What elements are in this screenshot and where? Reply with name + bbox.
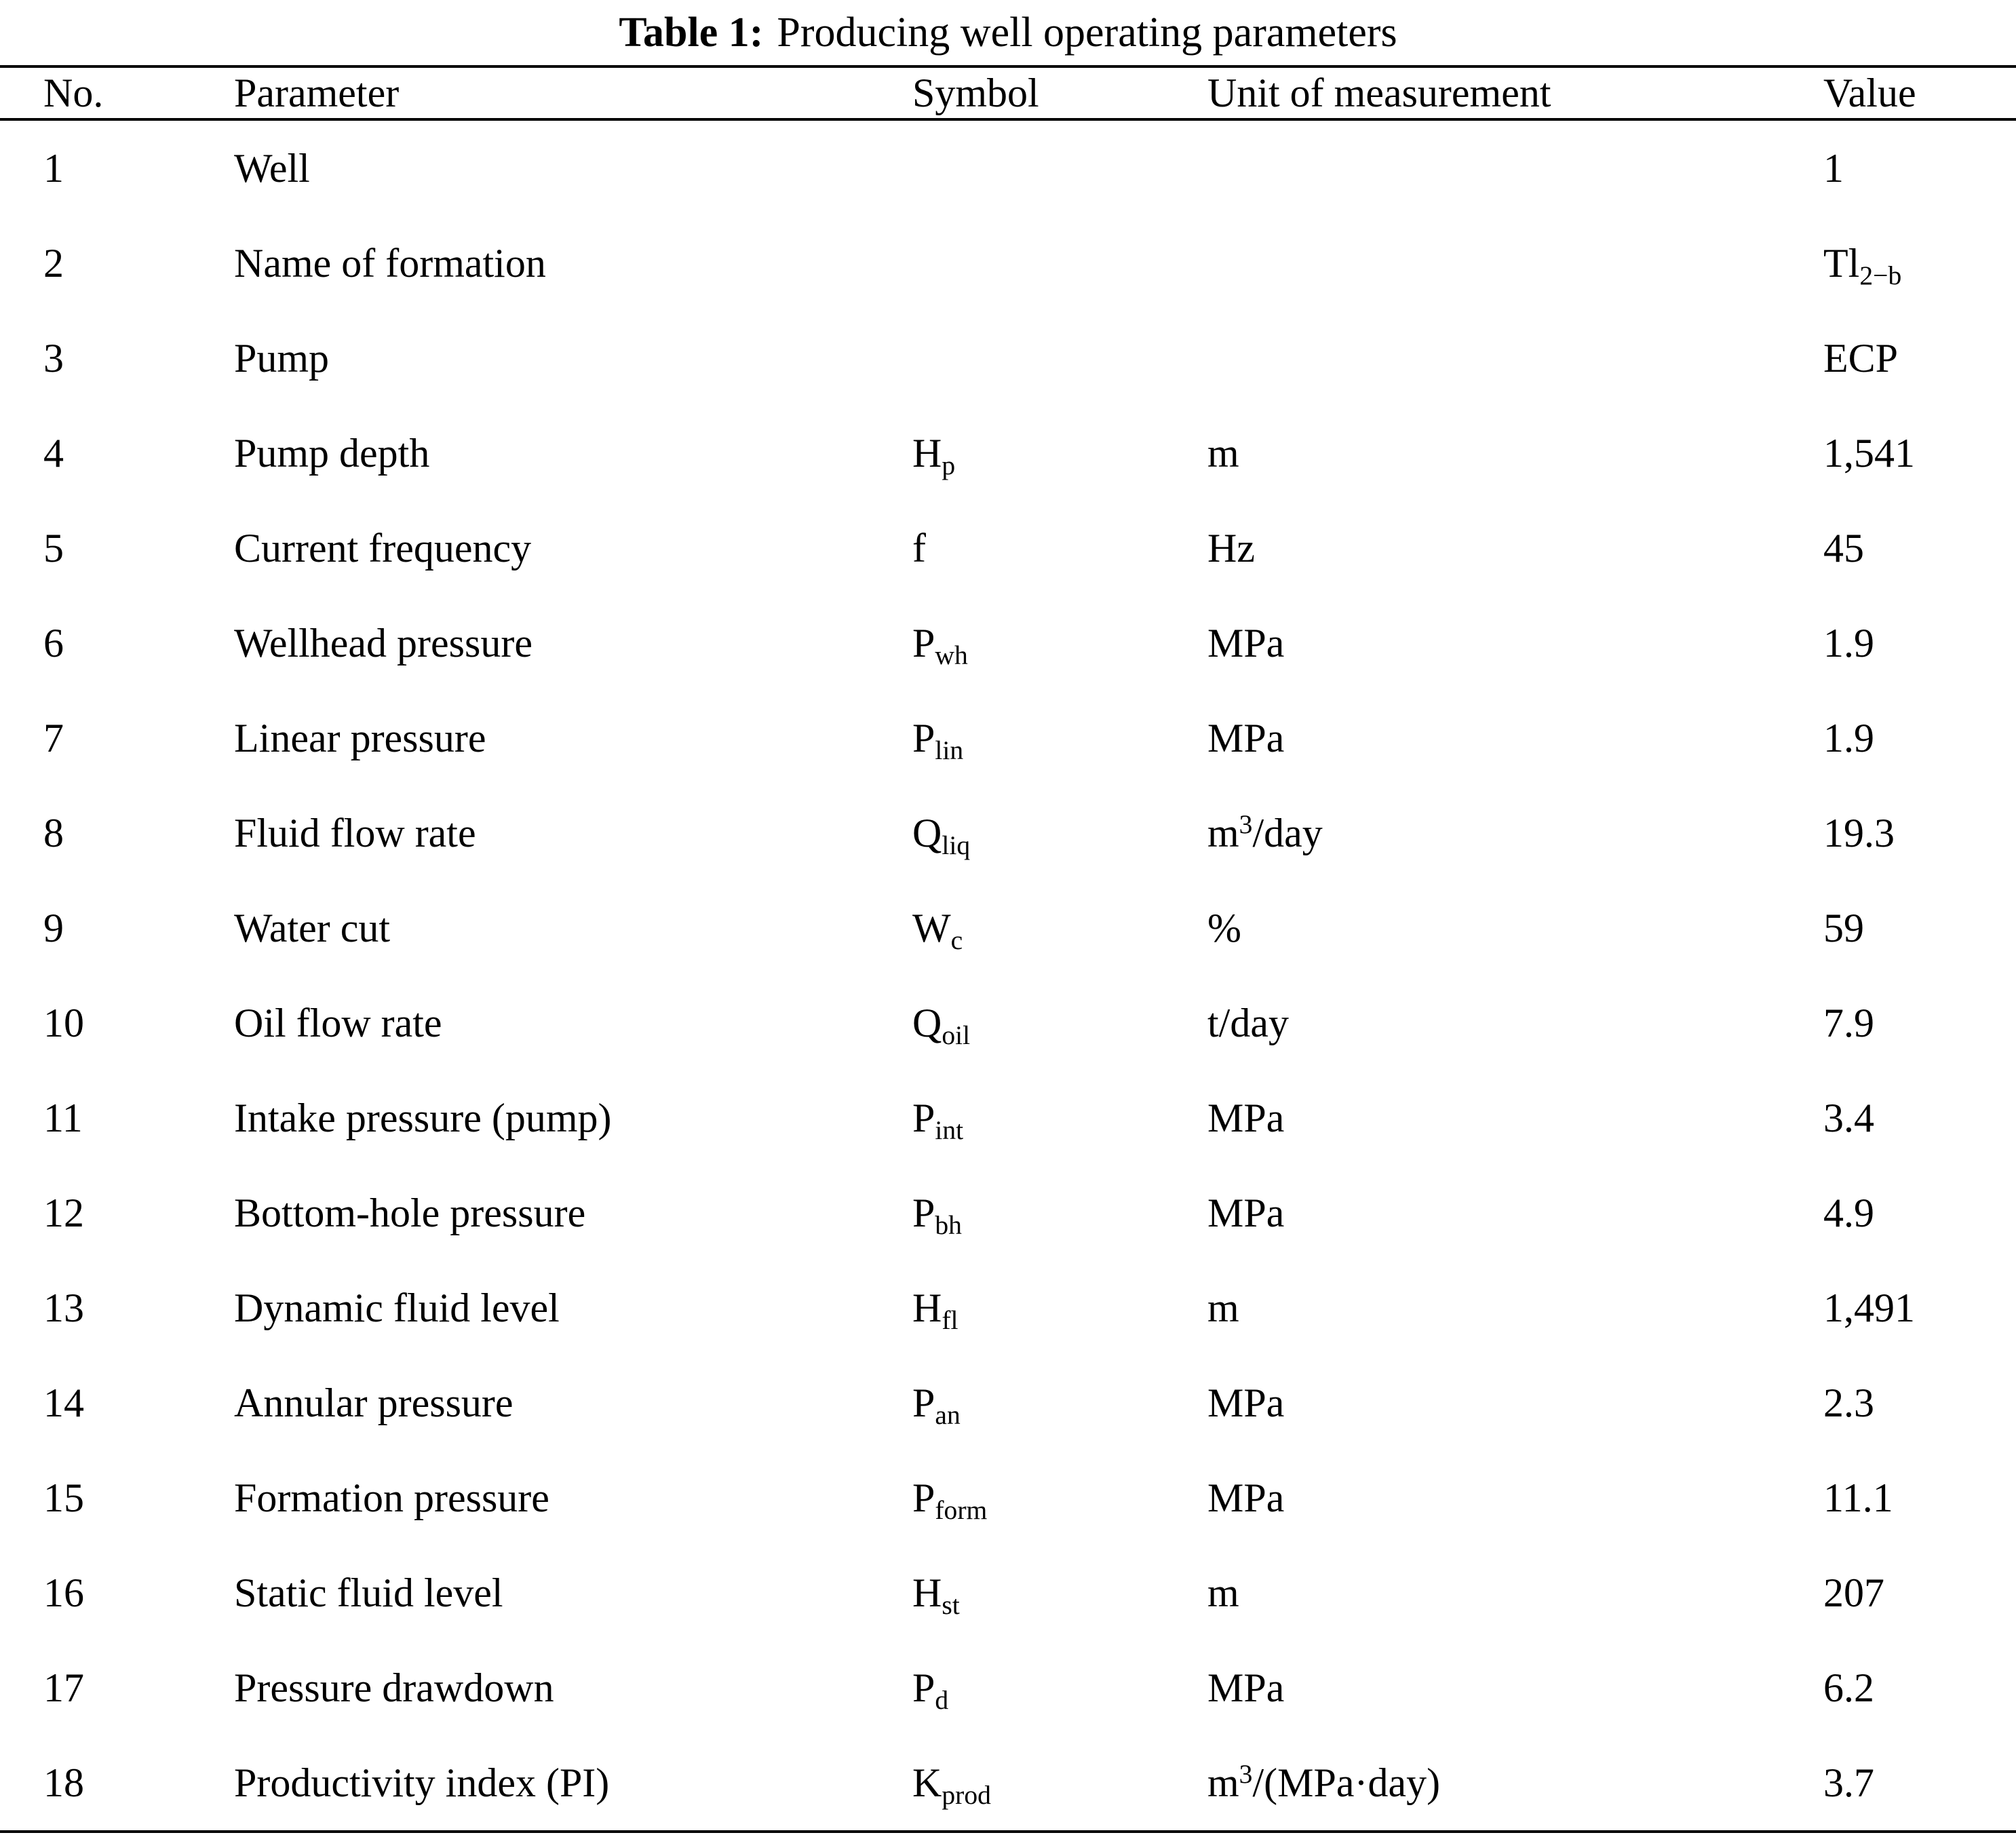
table-header-row xyxy=(0,68,2016,121)
cell-symbol xyxy=(912,1475,1207,1526)
value-base: 1,491 xyxy=(1823,1286,1915,1330)
parameters-table xyxy=(0,65,2016,1833)
value-base: 2.3 xyxy=(1823,1380,1874,1425)
cell-parameter: Productivity index (PI) xyxy=(234,1760,610,1805)
cell-no: 3 xyxy=(43,336,64,381)
unit-base: Hz xyxy=(1207,526,1255,571)
cell-parameter: Current frequency xyxy=(234,526,532,571)
cell-no: 1 xyxy=(43,146,64,191)
cell-no: 2 xyxy=(43,241,64,286)
cell-symbol xyxy=(912,431,1207,481)
cell-no: 17 xyxy=(43,1665,84,1710)
symbol-subscript: an xyxy=(935,1400,961,1431)
cell-parameter: Oil flow rate xyxy=(234,1001,442,1045)
table-row xyxy=(0,881,2016,976)
cell-value xyxy=(1823,1193,1989,1233)
table-row xyxy=(0,596,2016,691)
cell-value xyxy=(1823,526,1989,571)
cell-parameter: Water cut xyxy=(234,906,391,950)
cell-parameter: Intake pressure (pump) xyxy=(234,1096,612,1140)
symbol-subscript: c xyxy=(950,925,963,956)
value-base: 7.9 xyxy=(1823,1001,1874,1045)
cell-parameter: Wellhead pressure xyxy=(234,621,532,665)
cell-no: 18 xyxy=(43,1760,84,1805)
table-row xyxy=(0,1355,2016,1450)
cell-value xyxy=(1823,148,1989,189)
cell-symbol xyxy=(912,1570,1207,1621)
table-row xyxy=(0,1450,2016,1545)
cell-unit xyxy=(1207,1288,1823,1328)
cell-value xyxy=(1823,1667,1989,1708)
cell-symbol xyxy=(912,1001,1207,1051)
symbol-subscript: lin xyxy=(935,735,964,766)
table-row xyxy=(0,1070,2016,1165)
symbol-subscript: d xyxy=(935,1685,949,1716)
cell-symbol xyxy=(912,1191,1207,1241)
cell-parameter: Dynamic fluid level xyxy=(234,1286,560,1330)
unit-superscript: 3 xyxy=(1239,1759,1253,1790)
cell-no: 8 xyxy=(43,811,64,855)
cell-no: 15 xyxy=(43,1475,84,1520)
table-row xyxy=(0,121,2016,216)
table-row xyxy=(0,1735,2016,1830)
table-row xyxy=(0,311,2016,406)
cell-no: 11 xyxy=(43,1096,83,1140)
column-header-symbol: Symbol xyxy=(912,71,1039,115)
symbol-subscript: oil xyxy=(942,1020,971,1051)
table-row xyxy=(0,1260,2016,1355)
value-base: 11.1 xyxy=(1823,1475,1893,1520)
symbol-base: H xyxy=(912,1570,942,1615)
table-row xyxy=(0,406,2016,501)
cell-unit xyxy=(1207,1759,1823,1805)
cell-unit xyxy=(1207,1572,1823,1613)
symbol-base: H xyxy=(912,431,942,476)
unit-base: % xyxy=(1207,906,1241,950)
cell-parameter: Pump xyxy=(234,336,330,381)
cell-value xyxy=(1823,623,1989,663)
symbol-base: P xyxy=(912,1475,935,1520)
value-base: 45 xyxy=(1823,526,1864,571)
symbol-base: P xyxy=(912,1096,935,1140)
cell-value xyxy=(1823,1762,1989,1803)
cell-symbol xyxy=(912,716,1207,766)
table-row xyxy=(0,501,2016,596)
symbol-subscript: form xyxy=(935,1495,988,1526)
cell-unit xyxy=(1207,1003,1823,1043)
table-row xyxy=(0,976,2016,1070)
value-base: 1,541 xyxy=(1823,431,1915,476)
cell-value xyxy=(1823,1098,1989,1138)
cell-no: 13 xyxy=(43,1286,84,1330)
unit-base: m xyxy=(1207,1286,1239,1330)
cell-value xyxy=(1823,1380,1989,1425)
unit-base: MPa xyxy=(1207,1096,1285,1140)
unit-base: MPa xyxy=(1207,1380,1285,1425)
cell-value xyxy=(1823,718,1989,758)
symbol-base: H xyxy=(912,1286,942,1330)
cell-unit xyxy=(1207,1477,1823,1518)
cell-no: 14 xyxy=(43,1380,84,1425)
unit-base: t/day xyxy=(1207,1001,1289,1045)
cell-parameter: Pressure drawdown xyxy=(234,1665,554,1710)
symbol-base: P xyxy=(912,716,935,760)
unit-base: MPa xyxy=(1207,1191,1285,1235)
cell-symbol xyxy=(912,1286,1207,1336)
value-base: 1 xyxy=(1823,146,1844,191)
cell-unit xyxy=(1207,526,1823,571)
table-row xyxy=(0,691,2016,786)
cell-parameter: Name of formation xyxy=(234,241,546,286)
symbol-subscript: p xyxy=(942,450,956,481)
cell-value xyxy=(1823,1288,1989,1328)
symbol-subscript: int xyxy=(935,1115,964,1146)
symbol-base: P xyxy=(912,621,935,665)
value-base: ECP xyxy=(1823,336,1899,381)
cell-parameter: Annular pressure xyxy=(234,1380,513,1425)
cell-unit xyxy=(1207,809,1823,855)
cell-no: 10 xyxy=(43,1001,84,1045)
cell-parameter: Linear pressure xyxy=(234,716,486,760)
symbol-base: P xyxy=(912,1191,935,1235)
value-base: 6.2 xyxy=(1823,1665,1874,1710)
table-caption-text: Producing well operating parameters xyxy=(777,9,1397,56)
value-base: 4.9 xyxy=(1823,1191,1874,1235)
cell-no: 6 xyxy=(43,621,64,665)
unit-base: MPa xyxy=(1207,716,1285,760)
cell-parameter: Formation pressure xyxy=(234,1475,549,1520)
symbol-subscript: st xyxy=(942,1590,960,1621)
symbol-subscript: bh xyxy=(935,1210,962,1241)
cell-unit xyxy=(1207,1667,1823,1708)
cell-no: 5 xyxy=(43,526,64,571)
unit-base: m xyxy=(1207,1570,1239,1615)
cell-no: 4 xyxy=(43,431,64,476)
symbol-base: K xyxy=(912,1760,942,1805)
symbol-base: P xyxy=(912,1380,935,1425)
cell-value xyxy=(1823,1003,1989,1043)
cell-value xyxy=(1823,433,1989,474)
column-header-parameter: Parameter xyxy=(234,71,400,115)
table-row xyxy=(0,1165,2016,1260)
value-base: 207 xyxy=(1823,1570,1884,1615)
cell-parameter: Bottom-hole pressure xyxy=(234,1191,586,1235)
symbol-subscript: prod xyxy=(942,1780,991,1811)
unit-rest: /(MPa·day) xyxy=(1252,1760,1441,1805)
cell-symbol xyxy=(912,906,1207,956)
cell-no: 16 xyxy=(43,1570,84,1615)
cell-parameter: Fluid flow rate xyxy=(234,811,476,855)
cell-value xyxy=(1823,813,1989,853)
cell-symbol xyxy=(912,621,1207,671)
table-row xyxy=(0,216,2016,311)
table-row xyxy=(0,1640,2016,1735)
cell-value xyxy=(1823,241,1989,291)
value-base: 3.4 xyxy=(1823,1096,1874,1140)
symbol-subscript: fl xyxy=(942,1305,958,1336)
cell-parameter: Well xyxy=(234,146,310,191)
unit-base: m xyxy=(1207,431,1239,476)
cell-symbol xyxy=(912,1760,1207,1811)
cell-value xyxy=(1823,338,1989,379)
cell-no: 9 xyxy=(43,906,64,950)
unit-rest: /day xyxy=(1252,811,1323,855)
table-caption xyxy=(0,0,2016,65)
cell-symbol xyxy=(912,526,1207,571)
column-header-value: Value xyxy=(1823,71,1916,115)
cell-symbol xyxy=(912,1380,1207,1431)
unit-base: MPa xyxy=(1207,621,1285,665)
unit-superscript: 3 xyxy=(1239,809,1253,840)
unit-base: MPa xyxy=(1207,1475,1285,1520)
column-header-unit: Unit of measurement xyxy=(1207,71,1551,115)
cell-value xyxy=(1823,908,1989,948)
value-base: 1.9 xyxy=(1823,716,1874,760)
value-base: 19.3 xyxy=(1823,811,1895,855)
value-base: 59 xyxy=(1823,906,1864,950)
column-header-no: No. xyxy=(43,71,104,115)
cell-unit xyxy=(1207,623,1823,663)
cell-unit xyxy=(1207,908,1823,948)
unit-base: MPa xyxy=(1207,1665,1285,1710)
table-body xyxy=(0,121,2016,1830)
cell-no: 7 xyxy=(43,716,64,760)
cell-parameter: Static fluid level xyxy=(234,1570,503,1615)
cell-unit xyxy=(1207,433,1823,474)
table-row xyxy=(0,1545,2016,1640)
cell-value xyxy=(1823,1572,1989,1613)
symbol-base: W xyxy=(912,906,951,950)
unit-base: m xyxy=(1207,1760,1239,1805)
symbol-subscript: liq xyxy=(942,830,971,861)
unit-base: m xyxy=(1207,811,1239,855)
table-row xyxy=(0,786,2016,881)
symbol-base: Q xyxy=(912,811,942,855)
value-base: 1.9 xyxy=(1823,621,1874,665)
cell-no: 12 xyxy=(43,1191,84,1235)
table-caption-label: Table 1: xyxy=(619,9,764,56)
value-base: 3.7 xyxy=(1823,1760,1874,1805)
symbol-subscript: wh xyxy=(935,640,968,671)
cell-symbol xyxy=(912,1665,1207,1716)
symbol-base: f xyxy=(912,526,926,571)
cell-unit xyxy=(1207,1098,1823,1138)
symbol-base: P xyxy=(912,1665,935,1710)
cell-unit xyxy=(1207,1380,1823,1425)
cell-symbol xyxy=(912,811,1207,861)
cell-parameter: Pump depth xyxy=(234,431,430,476)
cell-unit xyxy=(1207,1193,1823,1233)
cell-symbol xyxy=(912,1096,1207,1146)
cell-value xyxy=(1823,1477,1989,1518)
value-subscript: 2−b xyxy=(1859,260,1902,291)
value-base: Tl xyxy=(1823,241,1860,286)
cell-unit xyxy=(1207,718,1823,758)
symbol-base: Q xyxy=(912,1001,942,1045)
